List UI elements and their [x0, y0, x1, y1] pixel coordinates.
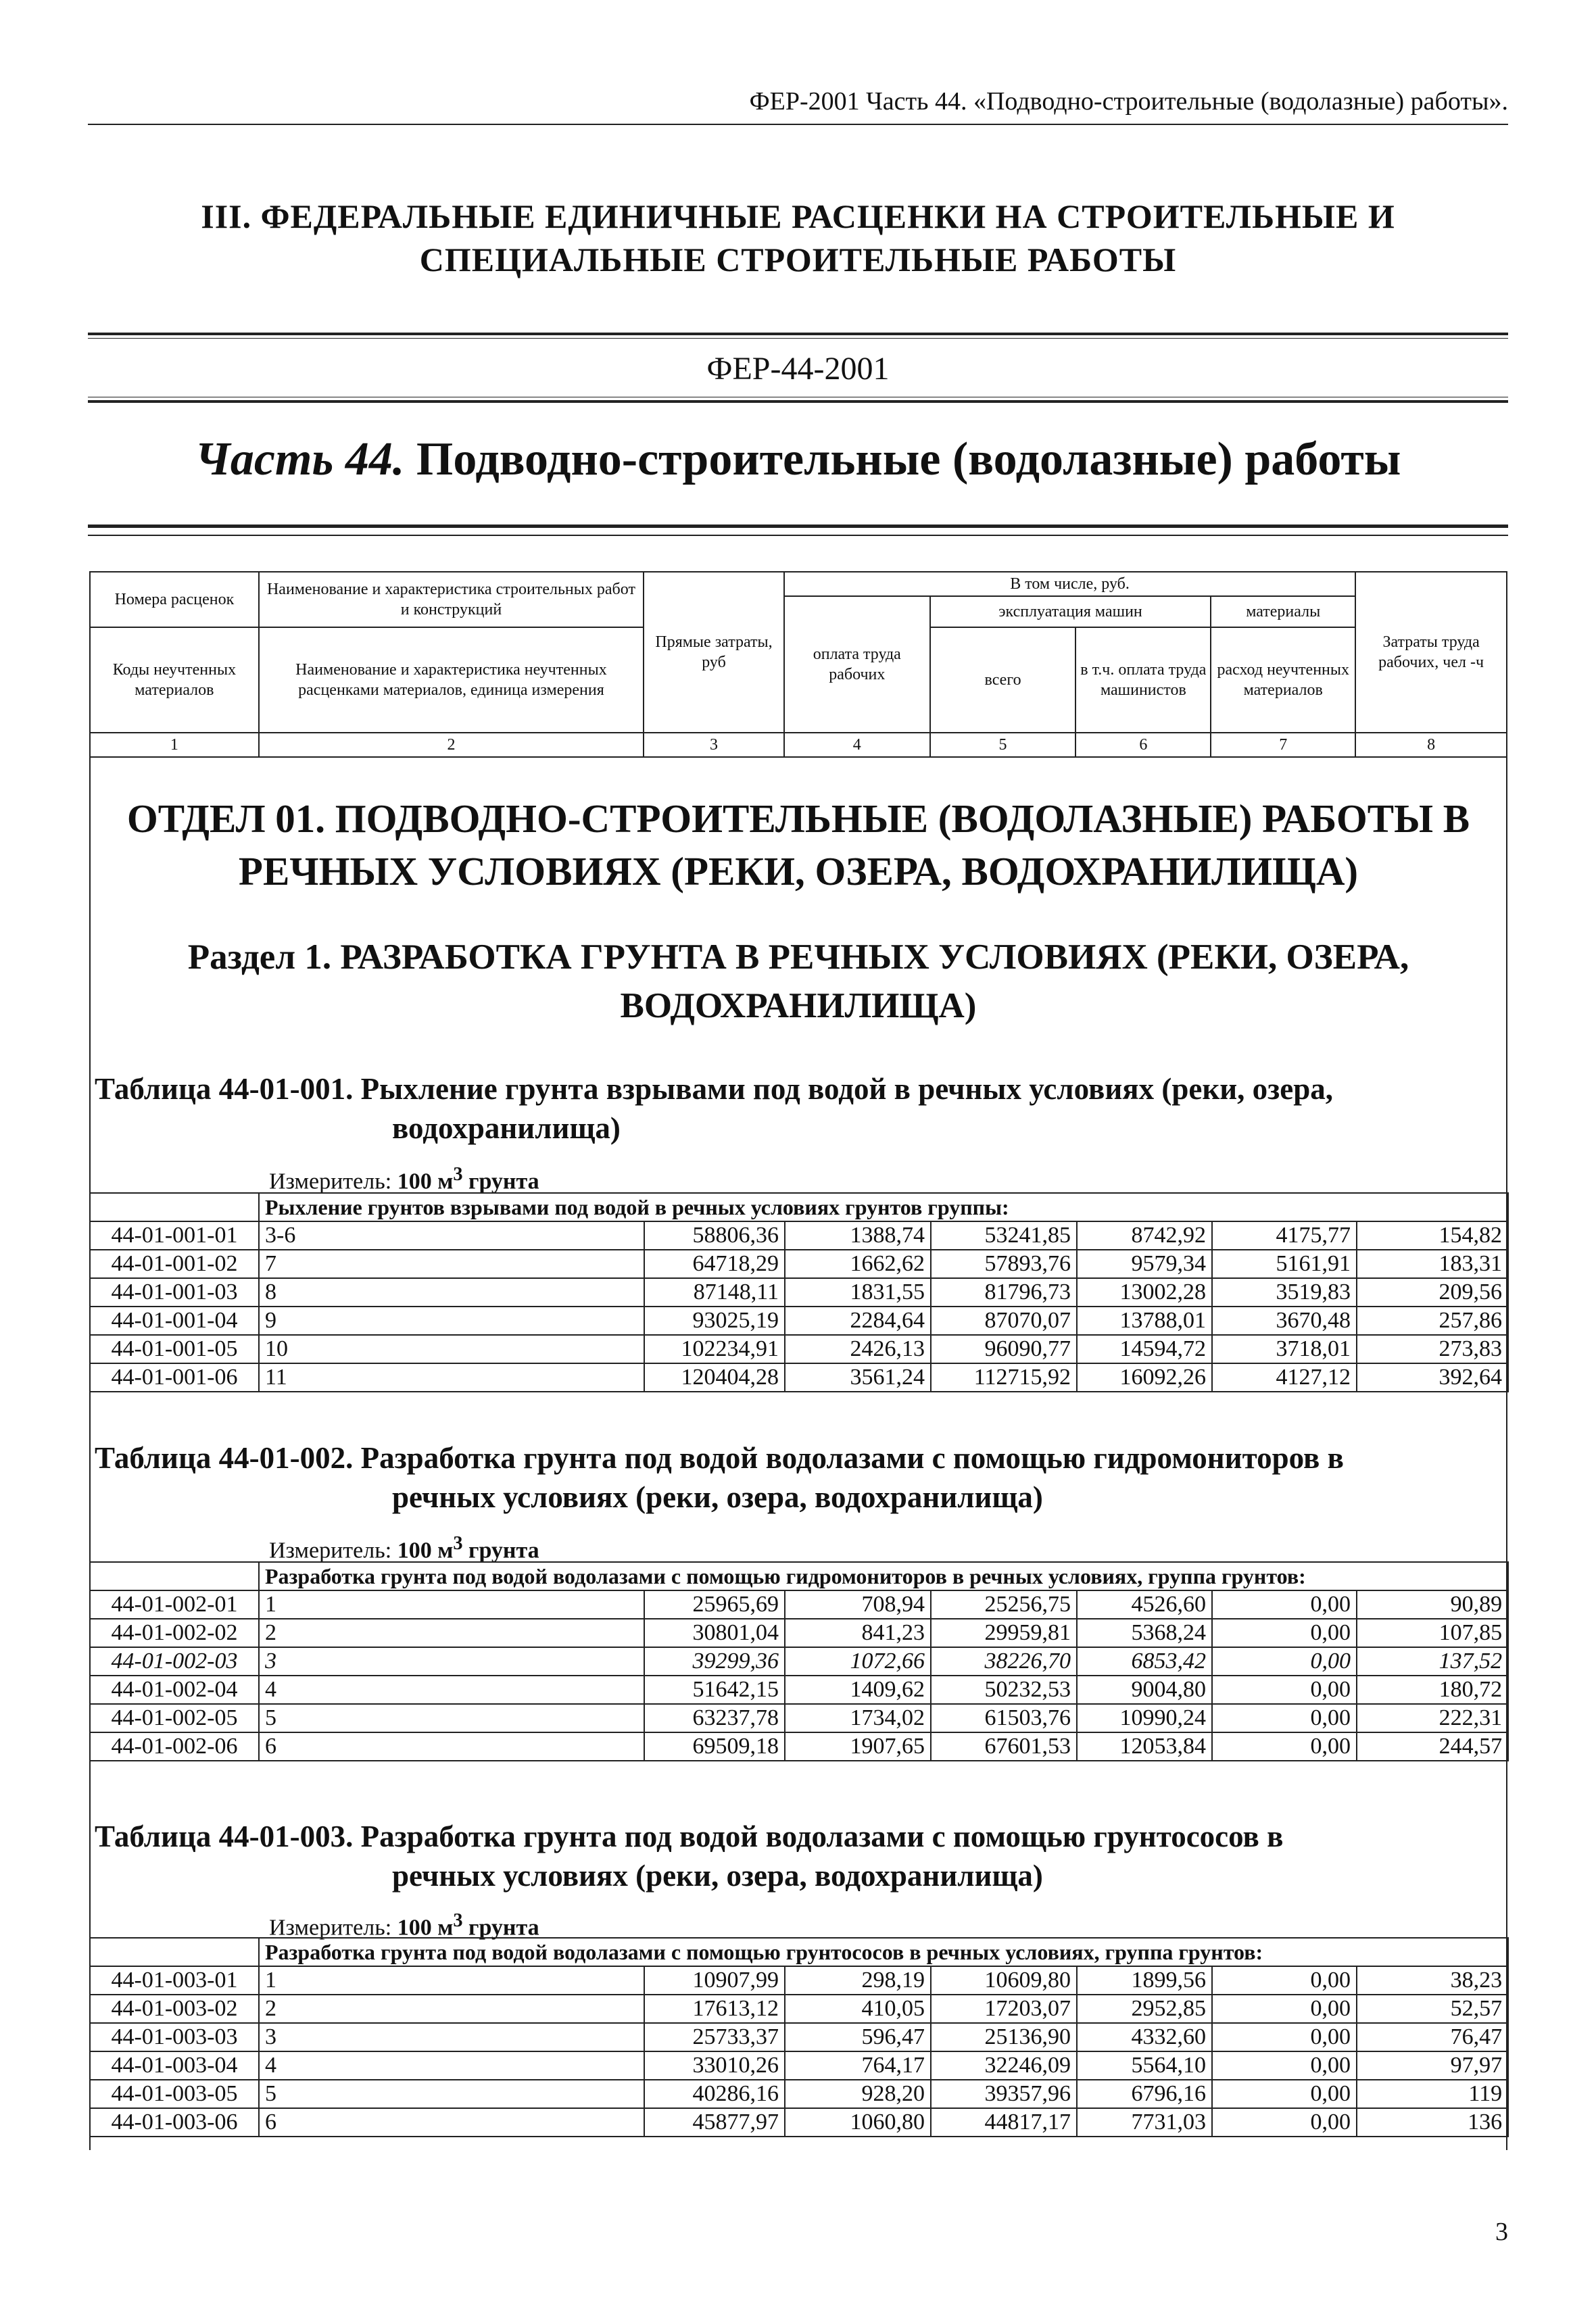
col2-header-bottom: Наименование и характеристика неучтенных расценками материалов, единица измерения	[259, 627, 644, 733]
direct-cost-cell: 40286,16	[644, 2080, 785, 2108]
labor-pay-cell: 298,19	[785, 1966, 931, 1995]
unit-suffix: грунта	[462, 1169, 539, 1194]
unit-line	[269, 1164, 539, 1194]
department-title-line1: ОТДЕЛ 01. ПОДВОДНО-СТРОИТЕЛЬНЫЕ (ВОДОЛАЗНЫЕ) РАБОТЫ В	[126, 796, 1470, 841]
table-row	[90, 1704, 1508, 1732]
unit-line	[269, 1910, 539, 1941]
materials-cell: 0,00	[1212, 2080, 1357, 2108]
labor-hours-cell: 137,52	[1357, 1647, 1508, 1676]
labor-pay-cell: 1662,62	[785, 1250, 931, 1278]
table-row	[90, 2080, 1508, 2108]
rate-code-cell: 44-01-001-06	[90, 1363, 259, 1392]
direct-cost-cell: 25733,37	[644, 2023, 785, 2051]
labor-pay-cell: 764,17	[785, 2051, 931, 2080]
labor-pay-cell: 2284,64	[785, 1307, 931, 1335]
rate-code-cell: 44-01-003-01	[90, 1966, 259, 1995]
table-row	[90, 1250, 1508, 1278]
labor-hours-cell: 107,85	[1357, 1619, 1508, 1647]
main-title	[88, 195, 1508, 281]
direct-cost-cell: 102234,91	[644, 1335, 785, 1363]
unit-line	[269, 1533, 539, 1563]
table-row	[90, 1363, 1508, 1392]
rate-code-cell: 44-01-001-05	[90, 1335, 259, 1363]
labor-hours-cell: 183,31	[1357, 1250, 1508, 1278]
department-title-line2: РЕЧНЫХ УСЛОВИЯХ (РЕКИ, ОЗЕРА, ВОДОХРАНИЛИЩА)	[238, 849, 1359, 894]
machinist-pay-cell: 9579,34	[1077, 1250, 1212, 1278]
unit-superscript: 3	[453, 1533, 463, 1554]
unit-label: Измеритель:	[269, 1538, 397, 1563]
machine-cost-cell: 25256,75	[931, 1590, 1077, 1619]
machine-cost-cell: 67601,53	[931, 1732, 1077, 1761]
col4-header: оплата труда рабочих	[784, 596, 930, 733]
soil-group-cell: 2	[259, 1619, 644, 1647]
machinist-pay-cell: 1899,56	[1077, 1966, 1212, 1995]
unit-suffix: грунта	[462, 1538, 539, 1563]
machinist-pay-cell: 2952,85	[1077, 1995, 1212, 2023]
machine-cost-cell: 17203,07	[931, 1995, 1077, 2023]
labor-pay-cell: 1388,74	[785, 1221, 931, 1250]
machinist-pay-cell: 6796,16	[1077, 2080, 1212, 2108]
labor-hours-cell: 392,64	[1357, 1363, 1508, 1392]
rate-code-cell: 44-01-001-04	[90, 1307, 259, 1335]
machinist-pay-cell: 6853,42	[1077, 1647, 1212, 1676]
labor-hours-cell: 136	[1357, 2108, 1508, 2137]
soil-group-cell: 4	[259, 1676, 644, 1704]
table-row	[90, 1335, 1508, 1363]
section-title	[89, 933, 1507, 1030]
machinist-pay-cell: 16092,26	[1077, 1363, 1212, 1392]
soil-group-cell: 3	[259, 2023, 644, 2051]
col8-header: Затраты труда рабочих, чел -ч	[1355, 572, 1507, 733]
labor-hours-cell: 209,56	[1357, 1278, 1508, 1307]
machinist-pay-cell: 12053,84	[1077, 1732, 1212, 1761]
direct-cost-cell: 51642,15	[644, 1676, 785, 1704]
part-title	[88, 433, 1508, 487]
soil-group-cell: 5	[259, 1704, 644, 1732]
table-row	[90, 1732, 1508, 1761]
labor-pay-cell: 1409,62	[785, 1676, 931, 1704]
machine-cost-cell: 96090,77	[931, 1335, 1077, 1363]
col-number: 1	[90, 733, 259, 757]
labor-pay-cell: 1831,55	[785, 1278, 931, 1307]
part-rule	[88, 525, 1508, 536]
col7-header: расход неучтенных материалов	[1211, 627, 1355, 733]
labor-pay-cell: 1734,02	[785, 1704, 931, 1732]
materials-cell: 3670,48	[1212, 1307, 1357, 1335]
direct-cost-cell: 30801,04	[644, 1619, 785, 1647]
materials-cell: 0,00	[1212, 1732, 1357, 1761]
soil-group-cell: 5	[259, 2080, 644, 2108]
col-number: 6	[1075, 733, 1211, 757]
machine-cost-cell: 39357,96	[931, 2080, 1077, 2108]
direct-cost-cell: 58806,36	[644, 1221, 785, 1250]
machinist-pay-cell: 14594,72	[1077, 1335, 1212, 1363]
col-number: 2	[259, 733, 644, 757]
col1-header-bottom: Коды неучтенных материалов	[90, 627, 259, 733]
table-subheader	[90, 1193, 1508, 1221]
rate-code-cell: 44-01-002-06	[90, 1732, 259, 1761]
machine-cost-cell: 81796,73	[931, 1278, 1077, 1307]
labor-pay-cell: 1907,65	[785, 1732, 931, 1761]
direct-cost-cell: 39299,36	[644, 1647, 785, 1676]
soil-group-cell: 3	[259, 1647, 644, 1676]
table-row	[90, 1647, 1508, 1676]
soil-group-cell: 6	[259, 2108, 644, 2137]
machines-header: эксплуатация машин	[930, 596, 1211, 627]
table-row	[90, 2051, 1508, 2080]
labor-hours-cell: 119	[1357, 2080, 1508, 2108]
unit-superscript: 3	[453, 1910, 463, 1931]
direct-cost-cell: 93025,19	[644, 1307, 785, 1335]
labor-hours-cell: 38,23	[1357, 1966, 1508, 1995]
direct-cost-cell: 17613,12	[644, 1995, 785, 2023]
labor-hours-cell: 180,72	[1357, 1676, 1508, 1704]
rate-code-cell: 44-01-002-01	[90, 1590, 259, 1619]
part-title-number: Часть 44.	[195, 433, 405, 485]
rate-code-cell: 44-01-003-04	[90, 2051, 259, 2080]
price-table	[89, 1937, 1509, 2137]
machine-cost-cell: 53241,85	[931, 1221, 1077, 1250]
table-title	[95, 1069, 1501, 1148]
machine-cost-cell: 29959,81	[931, 1619, 1077, 1647]
machinist-pay-cell: 9004,80	[1077, 1676, 1212, 1704]
soil-group-cell: 7	[259, 1250, 644, 1278]
labor-hours-cell: 76,47	[1357, 2023, 1508, 2051]
direct-cost-cell: 45877,97	[644, 2108, 785, 2137]
table-row	[90, 1995, 1508, 2023]
direct-cost-cell: 87148,11	[644, 1278, 785, 1307]
table-row	[90, 2023, 1508, 2051]
labor-hours-cell: 222,31	[1357, 1704, 1508, 1732]
table-title	[95, 1438, 1501, 1517]
part-title-text: Подводно-строительные (водолазные) работы	[404, 433, 1401, 485]
machinist-pay-cell: 13788,01	[1077, 1307, 1212, 1335]
labor-hours-cell: 257,86	[1357, 1307, 1508, 1335]
soil-group-cell: 10	[259, 1335, 644, 1363]
unit-value: 100 м	[397, 1169, 454, 1194]
materials-cell: 0,00	[1212, 1590, 1357, 1619]
price-table	[89, 1561, 1509, 1761]
materials-cell: 0,00	[1212, 2023, 1357, 2051]
materials-cell: 0,00	[1212, 1995, 1357, 2023]
machine-cost-cell: 50232,53	[931, 1676, 1077, 1704]
main-title-line2: СПЕЦИАЛЬНЫЕ СТРОИТЕЛЬНЫЕ РАБОТЫ	[419, 241, 1177, 278]
unit-value: 100 м	[397, 1915, 454, 1941]
soil-group-cell: 9	[259, 1307, 644, 1335]
unit-suffix: грунта	[462, 1915, 539, 1941]
rate-code-cell: 44-01-002-04	[90, 1676, 259, 1704]
subheader-text: Разработка грунта под водой водолазами с помощью грунтососов в речных условиях, группа грунтов:	[259, 1938, 1508, 1966]
materials-cell: 4127,12	[1212, 1363, 1357, 1392]
code-band-text: ФЕР-44-2001	[706, 351, 890, 387]
subheader-text: Разработка грунта под водой водолазами с помощью гидромониторов в речных условиях, группа грунтов:	[259, 1562, 1508, 1590]
rate-code-cell: 44-01-002-02	[90, 1619, 259, 1647]
labor-hours-cell: 244,57	[1357, 1732, 1508, 1761]
machine-cost-cell: 57893,76	[931, 1250, 1077, 1278]
subheader-blank-cell	[90, 1193, 259, 1221]
rate-code-cell: 44-01-003-05	[90, 2080, 259, 2108]
machine-cost-cell: 32246,09	[931, 2051, 1077, 2080]
main-title-line1: III. ФЕДЕРАЛЬНЫЕ ЕДИНИЧНЫЕ РАСЦЕНКИ НА СТРОИТЕЛЬНЫЕ И	[201, 197, 1395, 235]
materials-cell: 3718,01	[1212, 1335, 1357, 1363]
table-title	[95, 1817, 1501, 1895]
labor-pay-cell: 2426,13	[785, 1335, 931, 1363]
labor-hours-cell: 154,82	[1357, 1221, 1508, 1250]
unit-value: 100 м	[397, 1538, 454, 1563]
table-title-line1: Таблица 44-01-003. Разработка грунта под водой водолазами с помощью грунтососов в	[95, 1820, 1284, 1853]
machinist-pay-cell: 4526,60	[1077, 1590, 1212, 1619]
materials-header: материалы	[1211, 596, 1355, 627]
machinist-pay-cell: 5368,24	[1077, 1619, 1212, 1647]
rate-code-cell: 44-01-003-03	[90, 2023, 259, 2051]
machinist-pay-cell: 10990,24	[1077, 1704, 1212, 1732]
col-number: 8	[1355, 733, 1507, 757]
labor-pay-cell: 841,23	[785, 1619, 931, 1647]
materials-cell: 5161,91	[1212, 1250, 1357, 1278]
rate-code-cell: 44-01-001-02	[90, 1250, 259, 1278]
materials-cell: 0,00	[1212, 1647, 1357, 1676]
labor-hours-cell: 273,83	[1357, 1335, 1508, 1363]
labor-pay-cell: 3561,24	[785, 1363, 931, 1392]
table-title-line2: водохранилища)	[392, 1111, 621, 1145]
materials-cell: 0,00	[1212, 2108, 1357, 2137]
code-band	[88, 333, 1508, 403]
soil-group-cell: 4	[259, 2051, 644, 2080]
table-row	[90, 1966, 1508, 1995]
col-number: 7	[1211, 733, 1355, 757]
table-title-line1: Таблица 44-01-002. Разработка грунта под водой водолазами с помощью гидромониторов в	[95, 1441, 1344, 1475]
col-number: 5	[930, 733, 1076, 757]
table-row	[90, 1307, 1508, 1335]
machinist-pay-cell: 7731,03	[1077, 2108, 1212, 2137]
labor-hours-cell: 52,57	[1357, 1995, 1508, 2023]
subheader-blank-cell	[90, 1562, 259, 1590]
labor-pay-cell: 596,47	[785, 2023, 931, 2051]
unit-label: Измеритель:	[269, 1169, 397, 1194]
table-row	[90, 1278, 1508, 1307]
materials-cell: 0,00	[1212, 1619, 1357, 1647]
col2-header-top: Наименование и характеристика строительных работ и конструкций	[259, 572, 644, 627]
section-title-line1: Раздел 1. РАЗРАБОТКА ГРУНТА В РЕЧНЫХ УСЛОВИЯХ (РЕКИ, ОЗЕРА,	[187, 937, 1409, 977]
soil-group-cell: 11	[259, 1363, 644, 1392]
machinist-pay-cell: 13002,28	[1077, 1278, 1212, 1307]
page-number: 3	[1495, 2218, 1508, 2246]
machinist-pay-cell: 5564,10	[1077, 2051, 1212, 2080]
table-subheader	[90, 1562, 1508, 1590]
section-title-line2: ВОДОХРАНИЛИЩА)	[620, 986, 977, 1025]
column-header-table	[89, 571, 1507, 758]
machine-cost-cell: 25136,90	[931, 2023, 1077, 2051]
rate-code-cell: 44-01-001-01	[90, 1221, 259, 1250]
col-number: 3	[644, 733, 784, 757]
labor-pay-cell: 928,20	[785, 2080, 931, 2108]
materials-cell: 0,00	[1212, 1966, 1357, 1995]
table-title-line1: Таблица 44-01-001. Рыхление грунта взрывами под водой в речных условиях (реки, озера,	[95, 1072, 1334, 1106]
rate-code-cell: 44-01-002-05	[90, 1704, 259, 1732]
direct-cost-cell: 33010,26	[644, 2051, 785, 2080]
materials-cell: 0,00	[1212, 2051, 1357, 2080]
col3-header: Прямые затраты, руб	[644, 572, 784, 733]
machine-cost-cell: 10609,80	[931, 1966, 1077, 1995]
labor-pay-cell: 410,05	[785, 1995, 931, 2023]
unit-label: Измеритель:	[269, 1915, 397, 1941]
soil-group-cell: 1	[259, 1966, 644, 1995]
rate-code-cell: 44-01-003-02	[90, 1995, 259, 2023]
group-header: В том числе, руб.	[784, 572, 1355, 596]
table-title-line2: речных условиях (реки, озера, водохранилища)	[392, 1480, 1043, 1514]
labor-pay-cell: 1060,80	[785, 2108, 931, 2137]
header-rule	[88, 124, 1508, 125]
table-row	[90, 1676, 1508, 1704]
running-header: ФЕР-2001 Часть 44. «Подводно-строительные (водолазные) работы».	[749, 87, 1508, 116]
labor-pay-cell: 708,94	[785, 1590, 931, 1619]
soil-group-cell: 1	[259, 1590, 644, 1619]
soil-group-cell: 8	[259, 1278, 644, 1307]
col1-header-top: Номера расценок	[90, 572, 259, 627]
subheader-text: Рыхление грунтов взрывами под водой в речных условиях грунтов группы:	[259, 1193, 1508, 1221]
rate-code-cell: 44-01-002-03	[90, 1647, 259, 1676]
rate-code-cell: 44-01-003-06	[90, 2108, 259, 2137]
table-row	[90, 1590, 1508, 1619]
materials-cell: 4175,77	[1212, 1221, 1357, 1250]
machine-cost-cell: 87070,07	[931, 1307, 1077, 1335]
machinist-pay-cell: 4332,60	[1077, 2023, 1212, 2051]
table-row	[90, 2108, 1508, 2137]
labor-hours-cell: 90,89	[1357, 1590, 1508, 1619]
col-number: 4	[784, 733, 930, 757]
materials-cell: 0,00	[1212, 1676, 1357, 1704]
rate-code-cell: 44-01-001-03	[90, 1278, 259, 1307]
direct-cost-cell: 63237,78	[644, 1704, 785, 1732]
direct-cost-cell: 64718,29	[644, 1250, 785, 1278]
table-title-line2: речных условиях (реки, озера, водохранилища)	[392, 1859, 1043, 1893]
machine-cost-cell: 61503,76	[931, 1704, 1077, 1732]
col6-header: в т.ч. оплата труда машинистов	[1075, 627, 1211, 733]
department-title	[89, 792, 1507, 898]
direct-cost-cell: 69509,18	[644, 1732, 785, 1761]
direct-cost-cell: 120404,28	[644, 1363, 785, 1392]
machinist-pay-cell: 8742,92	[1077, 1221, 1212, 1250]
labor-pay-cell: 1072,66	[785, 1647, 931, 1676]
unit-superscript: 3	[453, 1164, 463, 1185]
labor-hours-cell: 97,97	[1357, 2051, 1508, 2080]
soil-group-cell: 3-6	[259, 1221, 644, 1250]
table-row	[90, 1221, 1508, 1250]
direct-cost-cell: 10907,99	[644, 1966, 785, 1995]
table-subheader	[90, 1938, 1508, 1966]
materials-cell: 3519,83	[1212, 1278, 1357, 1307]
direct-cost-cell: 25965,69	[644, 1590, 785, 1619]
subheader-blank-cell	[90, 1938, 259, 1966]
soil-group-cell: 6	[259, 1732, 644, 1761]
machine-cost-cell: 44817,17	[931, 2108, 1077, 2137]
machine-cost-cell: 112715,92	[931, 1363, 1077, 1392]
price-table	[89, 1192, 1509, 1392]
machine-cost-cell: 38226,70	[931, 1647, 1077, 1676]
table-row	[90, 1619, 1508, 1647]
col5-header: всего	[930, 627, 1076, 733]
materials-cell: 0,00	[1212, 1704, 1357, 1732]
soil-group-cell: 2	[259, 1995, 644, 2023]
